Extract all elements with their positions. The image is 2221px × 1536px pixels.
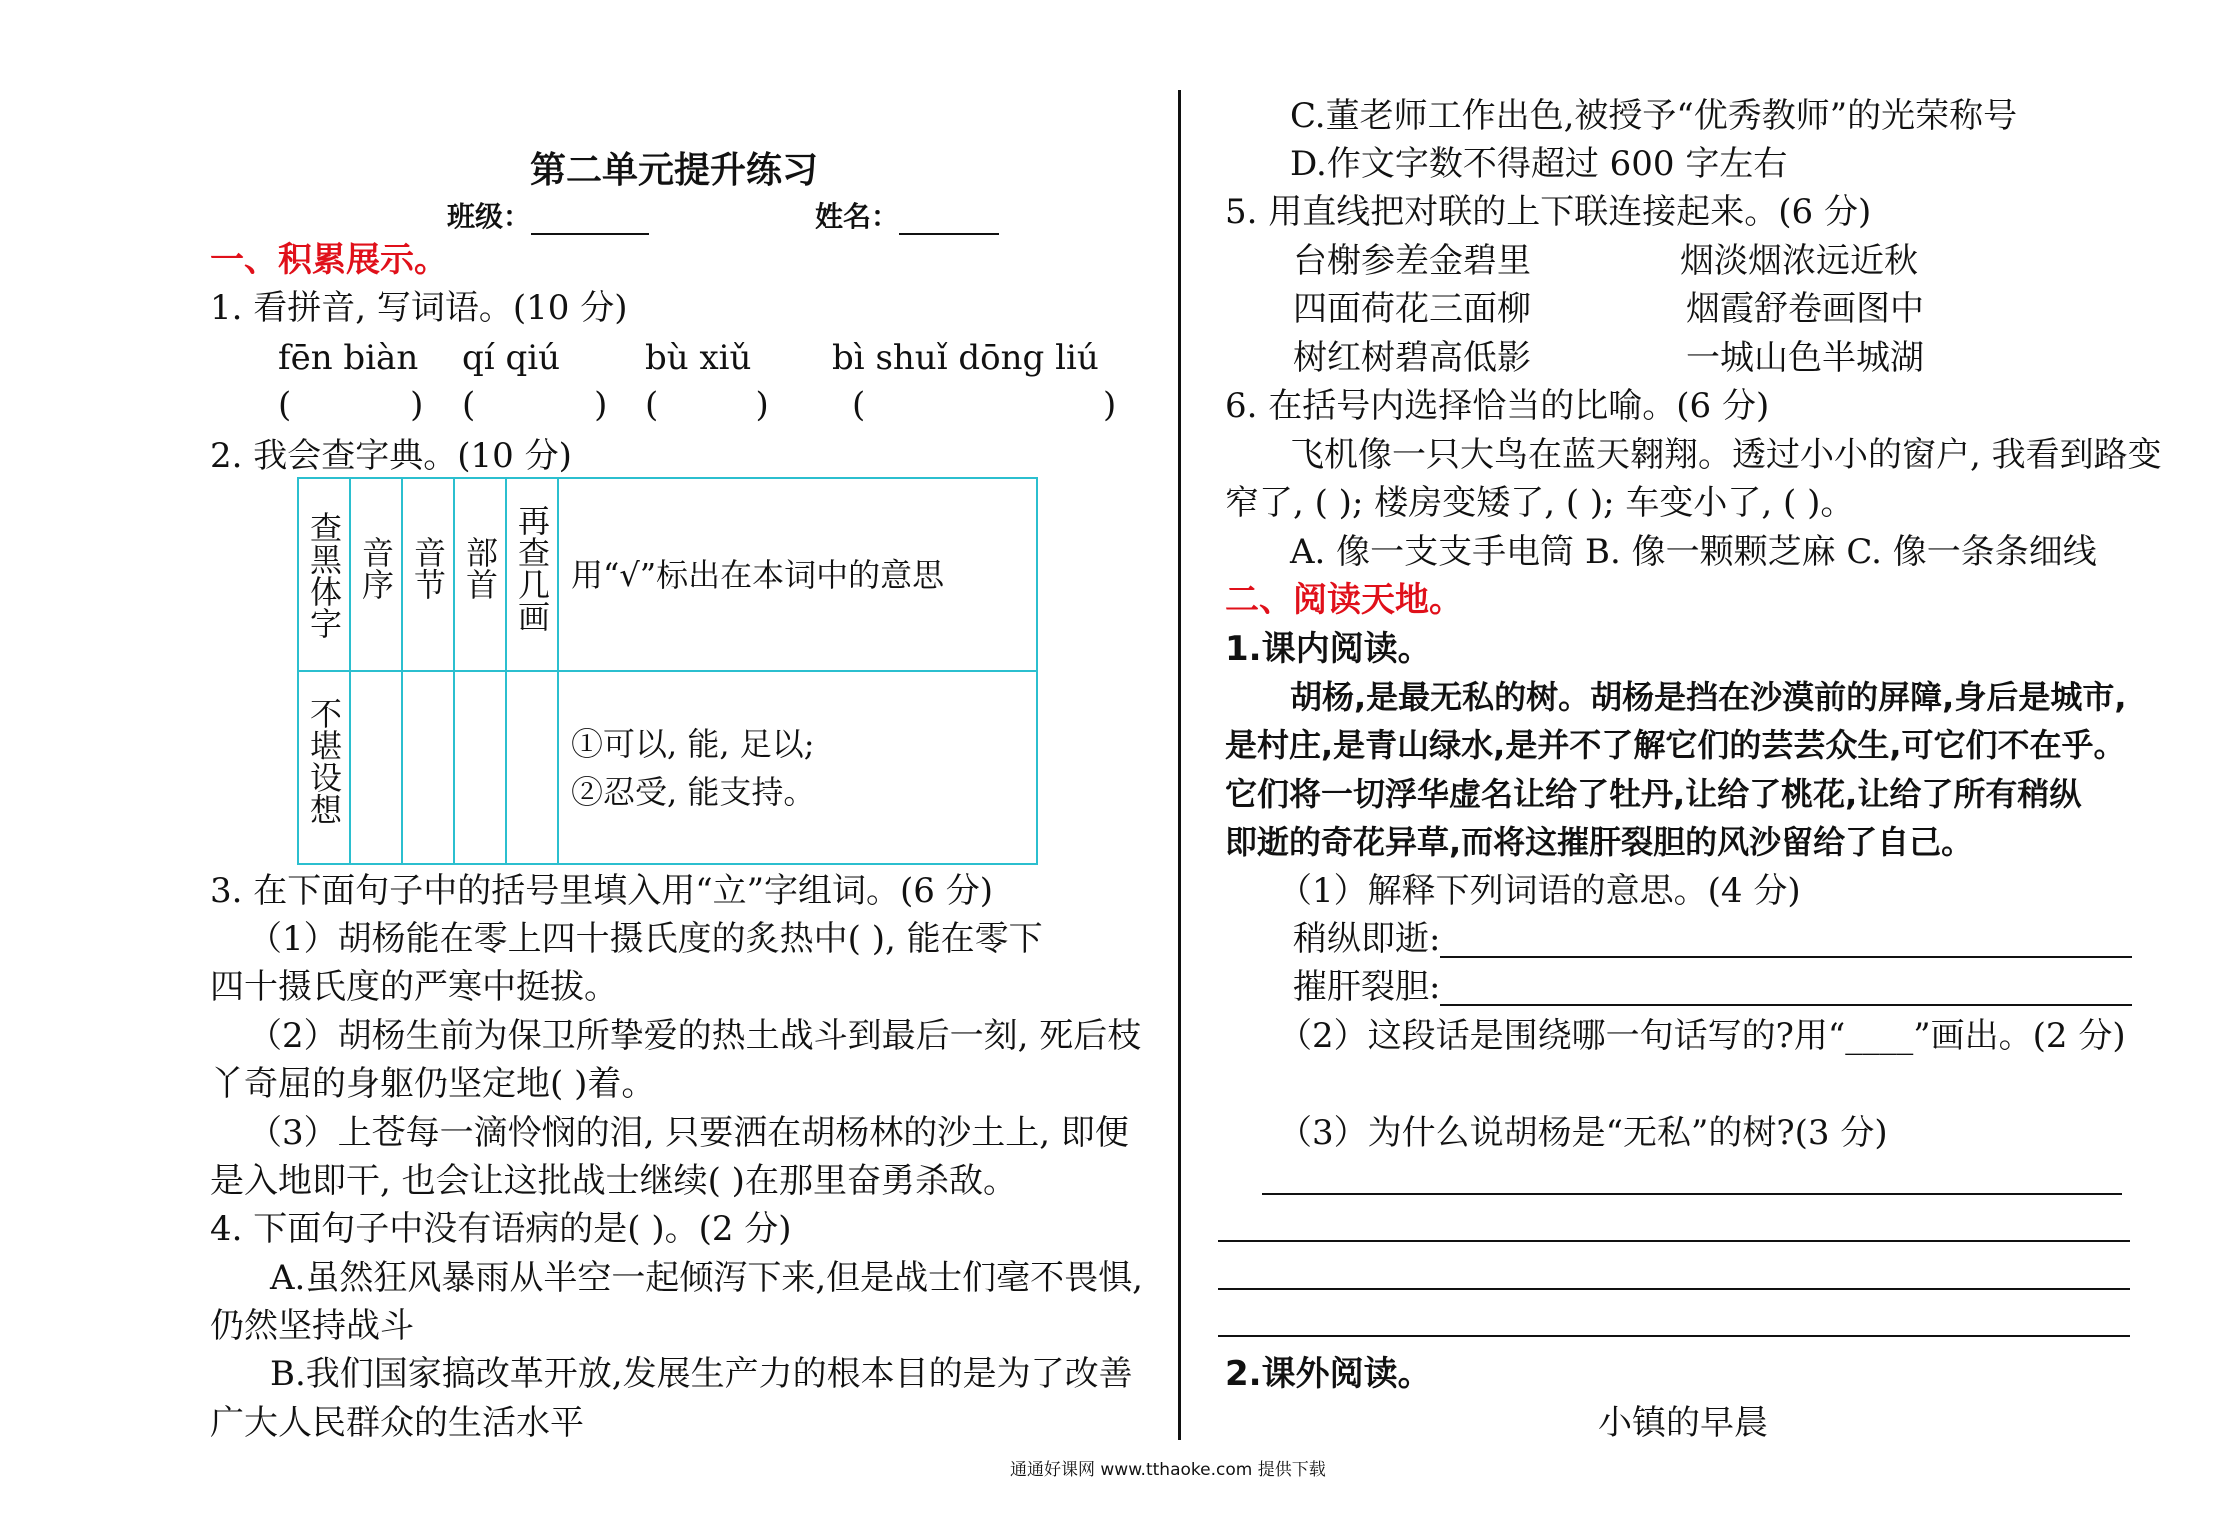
passage-line-3: 它们将一切浮华虚名让给了牡丹,让给了桃花,让给了所有稍纵 xyxy=(1225,775,2082,813)
pinyin-1: fēn biàn xyxy=(278,338,419,378)
q4-option-c: C.董老师工作出色,被授予“优秀教师”的光荣称号 xyxy=(1290,96,2018,136)
q4-option-b: B.我们国家搞改革开放,发展生产力的根本目的是为了改善 xyxy=(270,1354,1133,1394)
pinyin-4: bì shuǐ dōng liú xyxy=(832,338,1099,378)
reading-q2: （2）这段话是围绕哪一句话写的?用“____”画出。(2 分) xyxy=(1278,1016,2126,1056)
header-bushou-text: 部首 xyxy=(461,536,499,600)
passage-line-2: 是村庄,是青山绿水,是并不了解它们的芸芸众生,可它们不在乎。 xyxy=(1225,726,2126,764)
reading-1-title: 1.课内阅读。 xyxy=(1225,629,1432,669)
meanings-cell xyxy=(558,671,1037,864)
q4-option-a: A.虽然狂风暴雨从半空一起倾泻下来,但是战士们毫不畏惧, xyxy=(270,1258,1143,1298)
q3-line-6: 是入地即干, 也会让这批战士继续( )在那里奋勇杀敌。 xyxy=(210,1161,1017,1201)
word-cell xyxy=(298,671,350,864)
header-yinjie-text: 音节 xyxy=(409,536,447,600)
header-char-text: 查黑体字 xyxy=(305,510,343,639)
q4-prompt: 4. 下面句子中没有语病的是( )。(2 分) xyxy=(210,1209,792,1249)
answer-line-2[interactable] xyxy=(1218,1240,2130,1242)
blank-bushou[interactable] xyxy=(454,671,506,864)
q4-option-b-cont: 广大人民群众的生活水平 xyxy=(210,1403,584,1443)
couplet-right-2[interactable]: 烟霞舒卷画图中 xyxy=(1686,289,1924,329)
answer-box-1[interactable]: ( ) xyxy=(278,385,424,425)
q6-line-1: 飞机像一只大鸟在蓝天翱翔。透过小小的窗户, 我看到路变 xyxy=(1290,435,2162,475)
answer-line-3[interactable] xyxy=(1218,1288,2130,1290)
blank-yinxu[interactable] xyxy=(350,671,402,864)
name-field xyxy=(815,195,999,235)
footer-credit: 通通好课网 www.tthaoke.com 提供下载 xyxy=(1010,1460,1326,1480)
passage-line-4: 即逝的奇花异草,而将这摧肝裂胆的风沙留给了自己。 xyxy=(1225,823,1974,861)
section-heading-2: 二、阅读天地。 xyxy=(1225,580,1463,620)
blank-yinjie[interactable] xyxy=(402,671,454,864)
term-1-answer-line[interactable] xyxy=(1440,956,2132,958)
page-title: 第二单元提升练习 xyxy=(530,149,819,191)
q4-option-a-cont: 仍然坚持战斗 xyxy=(210,1306,414,1346)
story-title: 小镇的早晨 xyxy=(1598,1403,1768,1443)
q3-line-4: 丫奇屈的身躯仍坚定地( )着。 xyxy=(210,1064,656,1104)
q1-prompt: 1. 看拼音, 写词语。(10 分) xyxy=(210,288,628,328)
header-cell-char xyxy=(298,478,350,671)
header-cell-strokes xyxy=(506,478,558,671)
pinyin-3: bù xiǔ xyxy=(645,338,752,378)
q2-prompt: 2. 我会查字典。(10 分) xyxy=(210,436,572,476)
dictionary-table xyxy=(297,477,1038,865)
answer-box-2[interactable]: ( ) xyxy=(462,385,608,425)
blank-strokes[interactable] xyxy=(506,671,558,864)
header-cell-bushou xyxy=(454,478,506,671)
couplet-left-2[interactable]: 四面荷花三面柳 xyxy=(1293,289,1531,329)
answer-box-3[interactable]: ( ) xyxy=(645,385,769,425)
answer-line-4[interactable] xyxy=(1218,1335,2130,1337)
q3-line-5: （3）上苍每一滴怜悯的泪, 只要洒在胡杨林的沙土上, 即便 xyxy=(248,1113,1129,1153)
q4-option-d: D.作文字数不得超过 600 字左右 xyxy=(1290,144,1788,184)
header-yinxu-text: 音序 xyxy=(357,536,395,600)
section-heading-1: 一、积累展示。 xyxy=(210,240,448,280)
q3-line-2: 四十摄氏度的严寒中挺拔。 xyxy=(210,967,618,1007)
meaning-2[interactable]: ②忍受, 能支持。 xyxy=(571,772,816,811)
name-label: 姓名： xyxy=(815,200,900,233)
term-2-label: 摧肝裂胆: xyxy=(1293,967,1441,1007)
reading-q3: （3）为什么说胡杨是“无私”的树?(3 分) xyxy=(1278,1113,1888,1153)
q5-prompt: 5. 用直线把对联的上下联连接起来。(6 分) xyxy=(1225,192,1872,232)
class-input-line[interactable] xyxy=(531,203,649,235)
pinyin-2: qí qiú xyxy=(462,338,560,378)
reading-2-title: 2.课外阅读。 xyxy=(1225,1354,1432,1394)
header-strokes-text: 再查几画 xyxy=(513,504,551,632)
meaning-1[interactable]: ①可以, 能, 足以; xyxy=(571,724,815,763)
term-1-label: 稍纵即逝: xyxy=(1293,919,1441,959)
couplet-left-1[interactable]: 台榭参差金碧里 xyxy=(1293,241,1531,281)
passage-line-1: 胡杨,是最无私的树。胡杨是挡在沙漠前的屏障,身后是城市, xyxy=(1290,678,2127,716)
q3-prompt: 3. 在下面句子中的括号里填入用“立”字组词。(6 分) xyxy=(210,871,993,911)
q6-options: A. 像一支支手电筒 B. 像一颗颗芝麻 C. 像一条条细线 xyxy=(1290,532,2097,572)
header-meaning-text: 用“√”标出在本词中的意思 xyxy=(571,555,945,594)
q6-line-2: 窄了, ( ); 楼房变矮了, ( ); 车变小了, ( )。 xyxy=(1225,483,1855,523)
class-field xyxy=(447,195,649,235)
q3-line-3: （2）胡杨生前为保卫所挚爱的热土战斗到最后一刻, 死后枝 xyxy=(248,1016,1142,1056)
header-cell-yinjie xyxy=(402,478,454,671)
couplet-right-3[interactable]: 一城山色半城湖 xyxy=(1686,338,1924,378)
name-input-line[interactable] xyxy=(899,203,999,235)
q3-line-1: （1）胡杨能在零上四十摄氏度的炙热中( ), 能在零下 xyxy=(248,919,1043,959)
word-text: 不堪设想 xyxy=(305,697,343,825)
reading-q1: （1）解释下列词语的意思。(4 分) xyxy=(1278,871,1801,911)
column-divider xyxy=(1178,90,1181,1440)
couplet-right-1[interactable]: 烟淡烟浓远近秋 xyxy=(1680,241,1918,281)
answer-line-1[interactable] xyxy=(1262,1193,2122,1195)
q6-prompt: 6. 在括号内选择恰当的比喻。(6 分) xyxy=(1225,386,1770,426)
header-cell-meaning xyxy=(558,478,1037,671)
class-label: 班级： xyxy=(447,200,532,233)
header-cell-yinxu xyxy=(350,478,402,671)
couplet-left-3[interactable]: 树红树碧高低影 xyxy=(1293,338,1531,378)
term-2-answer-line[interactable] xyxy=(1440,1004,2132,1006)
answer-box-4[interactable]: ( ) xyxy=(852,385,1117,425)
